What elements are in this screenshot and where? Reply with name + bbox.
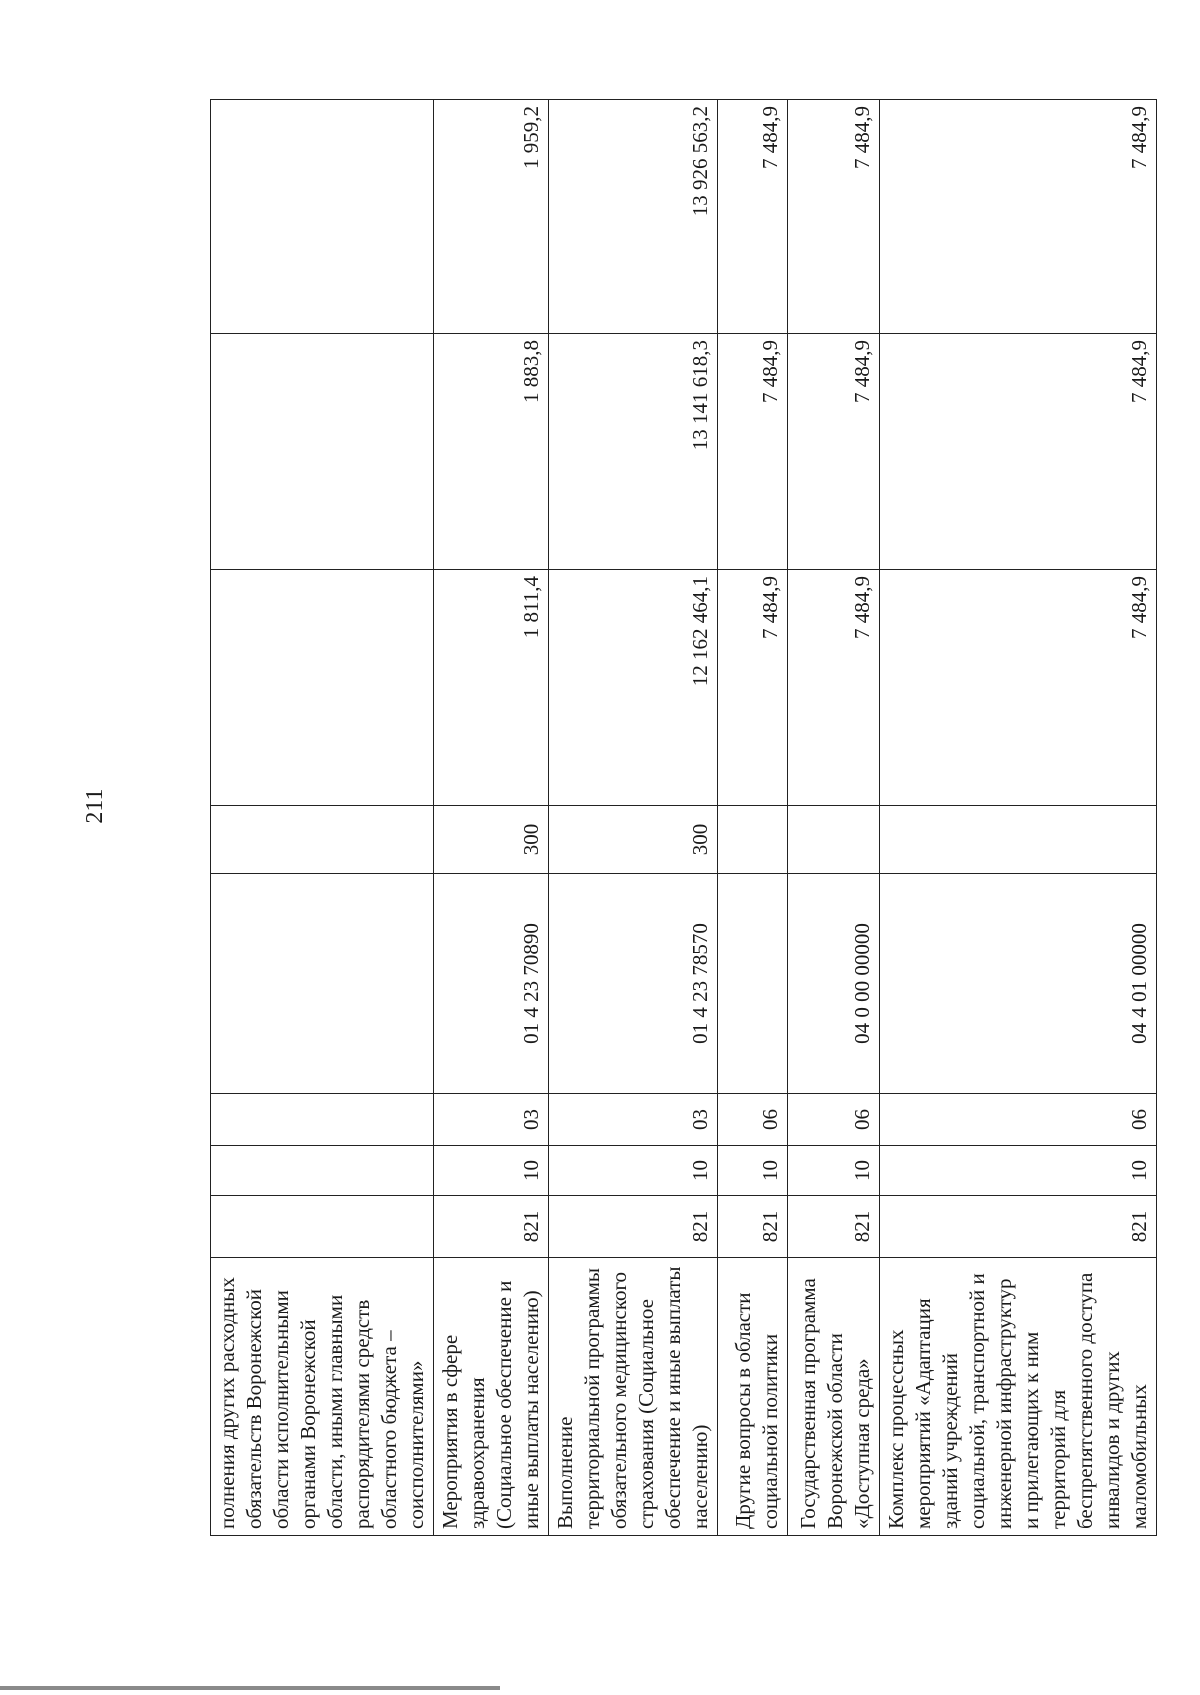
grbs-cell: 821 xyxy=(549,1196,718,1258)
amount-year2-cell: 7 484,9 xyxy=(718,334,788,570)
rz-cell: 10 xyxy=(788,1146,880,1196)
scan-edge-line xyxy=(0,1686,500,1690)
table-row xyxy=(434,100,549,1536)
amount-year2-cell xyxy=(211,334,434,570)
rz-cell: 10 xyxy=(718,1146,788,1196)
pr-cell: 03 xyxy=(549,1094,718,1146)
table-row xyxy=(211,100,434,1536)
page-number: 211 xyxy=(82,788,108,824)
row-name: полнения других расходных обязательств Воронежской области исполнительными органами Воронежской области, иными главными распорядителями средств областного бюджета – соисполнителями» xyxy=(211,1258,434,1536)
amount-year1-cell: 7 484,9 xyxy=(880,570,1157,806)
csr-cell xyxy=(718,874,788,1094)
amount-year1-cell: 7 484,9 xyxy=(718,570,788,806)
rz-cell: 10 xyxy=(549,1146,718,1196)
amount-year2-cell: 13 141 618,3 xyxy=(549,334,718,570)
row-name: Выполнение территориальной программы обязательного медицинского страхования (Социальное обеспечение и иные выплаты населению) xyxy=(549,1258,718,1536)
amount-year1-cell: 7 484,9 xyxy=(788,570,880,806)
vr-cell xyxy=(211,806,434,874)
vr-cell xyxy=(718,806,788,874)
rz-cell: 10 xyxy=(434,1146,549,1196)
amount-year1-cell: 1 811,4 xyxy=(434,570,549,806)
rz-cell xyxy=(211,1146,434,1196)
amount-year3-cell: 7 484,9 xyxy=(718,100,788,334)
rz-cell: 10 xyxy=(880,1146,1157,1196)
pr-cell: 06 xyxy=(718,1094,788,1146)
grbs-cell: 821 xyxy=(880,1196,1157,1258)
amount-year2-cell: 7 484,9 xyxy=(880,334,1157,570)
pr-cell: 06 xyxy=(880,1094,1157,1146)
grbs-cell: 821 xyxy=(788,1196,880,1258)
rotated-page xyxy=(70,70,1151,1546)
vr-cell: 300 xyxy=(549,806,718,874)
row-name: Государственная программа Воронежской области «Доступная среда» xyxy=(788,1258,880,1536)
amount-year3-cell: 7 484,9 xyxy=(880,100,1157,334)
pr-cell xyxy=(211,1094,434,1146)
budget-table xyxy=(210,99,1157,1536)
grbs-cell: 821 xyxy=(718,1196,788,1258)
amount-year3-cell: 7 484,9 xyxy=(788,100,880,334)
row-name: Мероприятия в сфере здравоохранения (Социальное обеспечение и иные выплаты населению) xyxy=(434,1258,549,1536)
row-name: Комплекс процессных мероприятий «Адаптация зданий учреждений социальной, транспортной и инженерной инфраструктур и прилегающих к ним территорий для беспрепятственного доступа инвалидов и других маломобильных xyxy=(880,1258,1157,1536)
table-row xyxy=(788,100,880,1536)
amount-year2-cell: 1 883,8 xyxy=(434,334,549,570)
vr-cell xyxy=(880,806,1157,874)
table-row xyxy=(549,100,718,1536)
amount-year3-cell xyxy=(211,100,434,334)
vr-cell xyxy=(788,806,880,874)
vr-cell: 300 xyxy=(434,806,549,874)
grbs-cell: 821 xyxy=(434,1196,549,1258)
grbs-cell xyxy=(211,1196,434,1258)
amount-year3-cell: 13 926 563,2 xyxy=(549,100,718,334)
row-name: Другие вопросы в области социальной политики xyxy=(718,1258,788,1536)
amount-year1-cell: 12 162 464,1 xyxy=(549,570,718,806)
table-row xyxy=(718,100,788,1536)
amount-year1-cell xyxy=(211,570,434,806)
amount-year2-cell: 7 484,9 xyxy=(788,334,880,570)
csr-cell: 01 4 23 70890 xyxy=(434,874,549,1094)
csr-cell xyxy=(211,874,434,1094)
csr-cell: 04 4 01 00000 xyxy=(880,874,1157,1094)
pr-cell: 06 xyxy=(788,1094,880,1146)
csr-cell: 04 0 00 00000 xyxy=(788,874,880,1094)
pr-cell: 03 xyxy=(434,1094,549,1146)
csr-cell: 01 4 23 78570 xyxy=(549,874,718,1094)
amount-year3-cell: 1 959,2 xyxy=(434,100,549,334)
table-row xyxy=(880,100,1157,1536)
